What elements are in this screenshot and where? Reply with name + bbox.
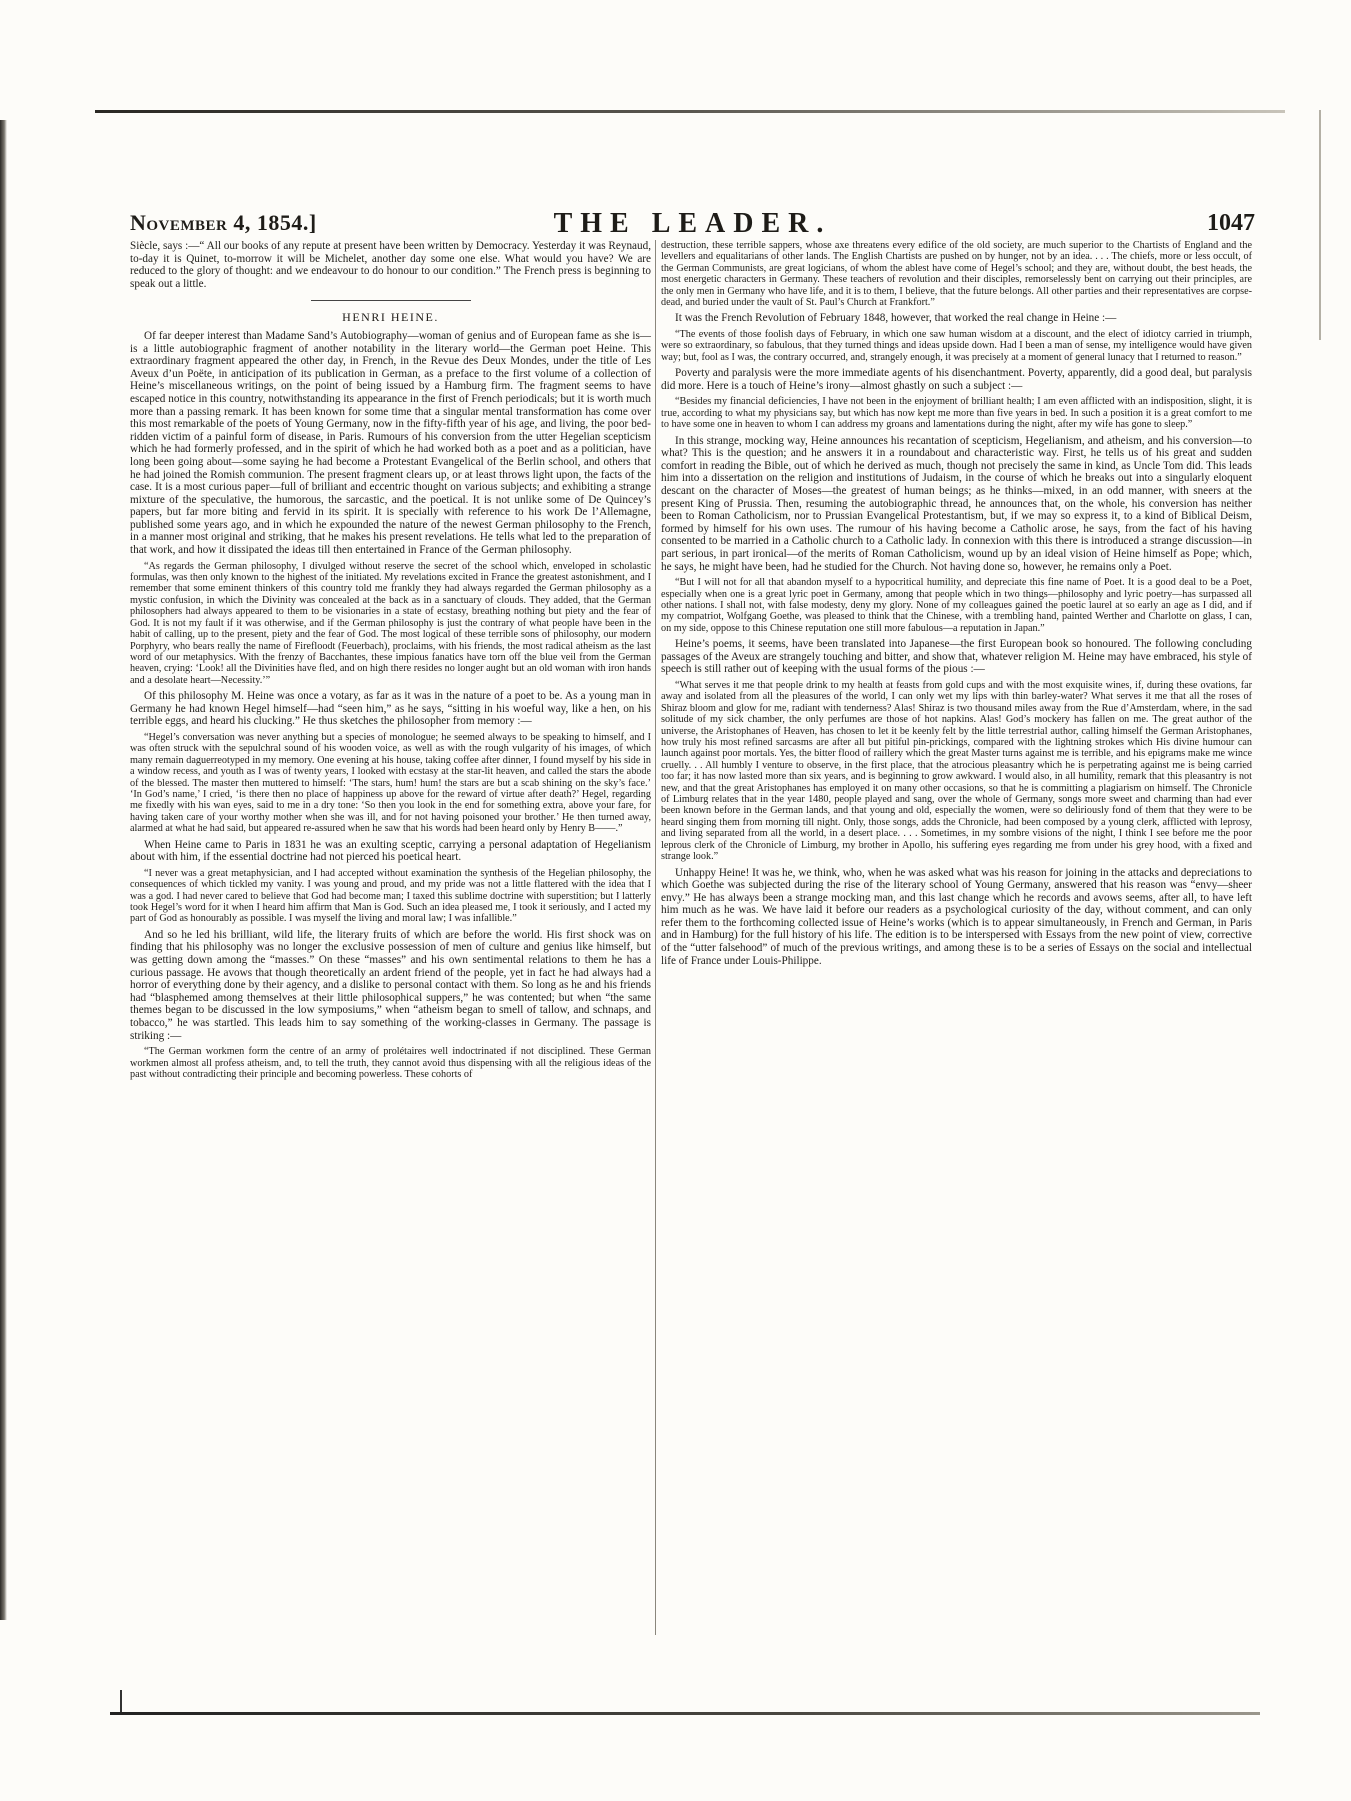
article-paragraph: Of this philosophy M. Heine was once a votary, as far as it was in the nature of a poet to be. As a young man in Germany he had known Hegel himself—had “seen him,” as he says, “sitting in his woeful way, like a hen, on his terrible eggs, and heard his clucking.” He thus sketches the philosopher from memory :— (130, 690, 651, 728)
article-paragraph: Heine’s poems, it seems, have been translated into Japanese—the first European book so honoured. The following concluding passages of the Aveux are strangely touching and bitter, and show that, whatever religion M. Heine may have embraced, his style of speech is still rather out of keeping with the usual forms of the pious :— (661, 638, 1252, 676)
article-paragraph: When Heine came to Paris in 1831 he was an exulting sceptic, carrying a personal adaptation of Hegelianism about with him, if the essential doctrine had not pierced his poetical heart. (130, 838, 651, 864)
left-column (130, 240, 651, 1084)
block-quote: “The German workmen form the centre of an army of prolétaires well indoctrinated if not disciplined. These German workmen almost all profess atheism, and, to tell the truth, they cannot avoid thus dispensing with all the religious ideas of the past without contradicting their principle and becoming powerless. These cohorts of (130, 1046, 651, 1080)
block-quote: destruction, these terrible sappers, whose axe threatens every edifice of the old society, are much superior to the Chartists of England and the levellers and equalitarians of other lands. The English Chartists are pushed on by hunger, not by an idea. . . . The chiefs, more or less occult, of the German Communists, are great logicians, of whom the ablest have come of Hegel’s school; and they are, without doubt, the best heads, the most energetic characters in Germany. These teachers of revolution and their disciples, remorselessly bent on carrying out their principles, are the only men in Germany who have life, and it is to them, I believe, that the future belongs. All other parties and their representatives are corpse-dead, and buried under the vault of St. Paul’s Church at Frankfort.” (661, 240, 1252, 309)
block-quote: “I never was a great metaphysician, and I had accepted without examination the synthesis of the Hegelian philosophy, the consequences of which tickled my vanity. I was young and proud, and my pride was not a little flattered with the idea that I was a god. I had never cared to believe that God had become man; I taxed this sublime doctrine with superstition; but I latterly took Hegel’s word for it when I heard him affirm that Man is God. Such an idea pleased me, I took it seriously, and I acted my part of God as honourably as possible. I was myself the living and moral law; I was infallible.” (130, 867, 651, 925)
block-quote: “But I will not for all that abandon myself to a hypocritical humility, and depreciate this fine name of Poet. It is a good deal to be a Poet, especially when one is a great lyric poet in Germany, among that people which in two things—philosophy and lyric poetry—has surpassed all other nations. I shall not, with false modesty, deny my glory. None of my colleagues gained the poetic laurel at so early an age as I did, and if my compatriot, Wolfgang Goethe, was pleased to think that the Chinese, with a trembling hand, painted Werther and Charlotte on glass, I can, on my side, oppose to this Chinese reputation one still more fabulous—a reputation in Japan.” (661, 577, 1252, 634)
column-divider (655, 240, 656, 1635)
bottom-corner-mark (120, 1690, 172, 1714)
block-quote: “The events of those foolish days of February, in which one saw human wisdom at a discount, and the elect of idiotcy carried in triumph, were so extraordinary, so fabulous, that they turned things and ideas upside down. Had I been a man of sense, my intelligence would have given way; but, fool as I was, the contrary occurred, and, strangely enough, it was precisely at a moment of general lunacy that I returned to reason.” (661, 329, 1252, 363)
block-quote: “As regards the German philosophy, I divulged without reserve the secret of the school which, enveloped in scholastic formulas, was then only known to the highest of the initiated. My revelations excited in France the greatest astonishment, and I remember that some eminent thinkers of this country told me frankly they had always regarded the German philosophy as a mystic confusion, in which the Divinity was concealed at the back as in a sanctuary of clouds. They added, that the German philosophers had always appeared to them to be visionaries in a state of ecstasy, breathing nothing but piety and the fear of God. It is not my fault if it was otherwise, and if the German philosophy is just the contrary of what people have been in the habit of calling, up to the present, piety and the fear of God. The most logical of these terrible sons of philosophy, our modern Porphyry, who bears really the name of Firefloodt (Feuerbach), proclaims, with his friends, the most radical atheism as the last word of our metaphysics. With the frenzy of Bacchantes, these impious fanatics have torn off the blue veil from the German heaven, crying: ‘Look! all the Divinities have fled, and on high there resides no longer aught but an old woman with iron hands and a desolate heart—Necessity.’” (130, 560, 651, 686)
scan-edge-right (1319, 110, 1321, 340)
scan-edge-left (0, 120, 7, 1620)
article-paragraph: It was the French Revolution of February 1848, however, that worked the real change in Heine :— (675, 312, 1117, 325)
top-rule (95, 110, 1285, 113)
issue-date: November 4, 1854.] (130, 210, 317, 235)
page-number: 1047 (1207, 210, 1255, 236)
article-paragraph: Poverty and paralysis were the more immediate agents of his disenchantment. Poverty, apparently, did a good deal, but paralysis did more. Here is a touch of Heine’s irony—almost ghastly on such a subject :— (661, 367, 1252, 392)
block-quote: “What serves it me that people drink to my health at feasts from gold cups and with the most exquisite wines, if, during these ovations, far away and isolated from all the pleasures of the world, I can only wet my lips with thin barley-water? What serves it me that all the roses of Shiraz bloom and glow for me, radiant with tenderness? Alas! Shiraz is two thousand miles away from the Rue d’Amsterdam, where, in the sad solitude of my sick chamber, the only perfumes are those of hot napkins. Alas! God’s mockery has fallen on me. The great author of the universe, the Aristophanes of Heaven, has chosen to let it be keenly felt by the little terrestrial author, calling himself the German Aristophanes, how truly his most refined sarcasms are after all but pitiful pin-prickings, compared with the lightning strokes which His divine humour can launch against poor mortals. Yes, the bitter flood of raillery which the great Master turns against me is terrible, and his epigrams make me wince cruelly. . . All humbly I venture to observe, in the first place, that the atrocious pleasantry which he is perpetrating against me is being carried too far; it has now lasted more than six years, and is beginning to grow awkward. I would also, in all humility, remark that this pleasantry is not new, and that the great Aristophanes has employed it on many other occasions, so that he is committing a plagiarism on himself. The Chronicle of Limburg relates that in the year 1480, people played and sang, over the whole of Germany, songs more sweet and charming than had ever been known before in the German lands, and that young and old, especially the women, were so deliriously fond of them that they were to be heard singing them from morning till night. Only, those songs, adds the Chronicle, had been composed by a young clerk, afflicted with leprosy, and living separated from all the world, in a desert place. . . . Sometimes, in my sombre visions of the night, I think I see before me the poor leprous clerk of the Chronicle of Limburg, my brother in Apollo, his suffering eyes regarding me from under his grey hood, with a fixed and strange look.” (661, 680, 1252, 863)
newspaper-title: THE LEADER. (553, 208, 832, 239)
article-paragraph: Unhappy Heine! It was he, we think, who, when he was asked what was his reason for joining in the attacks and depreciations to which Goethe was subjected during the rise of the literary school of Young Germany, answered that his reason was “envy—sheer envy.” He has always been a strange mocking man, and this last change which he records and avows seems, after all, to have left him much as he was. We have laid it before our readers as a psychological curiosity of the day, without comment, and can only refer them to the forthcoming collected issue of Heine’s works (which is to appear simultaneously, in French and German, in Paris and in Hamburg) for the full history of his life. The edition is to be interspersed with Essays from the new point of view, corrective of the “utter falsehood” of much of the previous writings, and among these is to be a series of Essays on the social and intellectual life of France under Louis-Philippe. (661, 866, 1252, 967)
article-heading: HENRI HEINE. (342, 310, 439, 325)
section-separator (311, 300, 471, 301)
bottom-rule (110, 1712, 1260, 1715)
block-quote: “Hegel’s conversation was never anything but a species of monologue; he seemed always to be speaking to himself, and I was often struck with the sepulchral sound of his wooden voice, as well as with the rough vulgarity of his images, of which many remain daguerreotyped in my memory. One evening at his house, taking coffee after dinner, I found myself by his side in a window recess, and youth as I was of twenty years, I looked with ecstasy at the star-lit heaven, and called the stars the abode of the blessed. The master then muttered to himself: ‘The stars, hum! hum! the stars are but a scab shining on the sky’s face.’ ‘In God’s name,’ I cried, ‘is there then no place of happiness up above for the reward of virtue after death?’ Hegel, regarding me fixedly with his wan eyes, said to me in a dry tone: ‘So then you look in the end for something extra, above your fare, for having taken care of your worthy mother when she was ill, and for not having poisoned your brother.’ He then turned away, alarmed at what he had said, but appeared re-assured when he saw that his words had been heard only by Henry B——.” (130, 731, 651, 835)
intro-paragraph: Siècle, says :—“ All our books of any repute at present have been written by Democracy. Yesterday it was Reynaud, to-day it is Quinet, to-morrow it will be Michelet, another day some one else. What would you have? We are reduced to the glory of thought: and we endeavour to do honour to our condition.” The French press is beginning to speak out a little. (130, 240, 651, 290)
right-column (661, 240, 1252, 971)
article-paragraph: In this strange, mocking way, Heine announces his recantation of scepticism, Hegelianism, and atheism, and his conversion—to what? This is the question; and he answers it in a roundabout and characteristic way. First, he tells us of his great and sudden comfort in reading the Bible, out of which he derived as much, though not precisely the same in kind, as Uncle Tom did. This leads him into a dissertation on the religion and institutions of Judaism, in the course of which he breaks out into a singularly eloquent descant on the character of Moses—the greatest of human beings; as he thinks—mixed, in an odd manner, with sneers at the present King of Prussia. Then, resuming the autobiographic thread, he announces that, on the whole, his conversion has neither been to Roman Catholicism, nor to Prussian Evangelical Protestantism, but, if we may so express it, to a kind of Biblical Deism, formed by himself for his own uses. The rumour of his having become a Catholic arose, he says, from the fact of his having consented to be married in a Catholic church to a Catholic lady. In connexion with this there is introduced a strange discussion—in part serious, in part ironical—of the merits of Roman Catholicism, wound up by an ideal vision of Heine himself as Pope; which, he says, he might have been, had he studied for the Church. Not having done so, however, he remains only a Poet. (661, 434, 1252, 573)
article-paragraph: Of far deeper interest than Madame Sand’s Autobiography—woman of genius and of European fame as she is—is a little autobiographic fragment of another notability in the literary world—the German poet Heine. This extraordinary fragment appeared the other day, in French, in the Revue des Deux Mondes, under the title of Les Aveux d’un Poëte, in anticipation of its publication in German, as a preface to the first volume of a collection of Heine’s miscellaneous writings, on the point of being issued by a Hamburg firm. The fragment seems to have escaped notice in this country, notwithstanding its appearance in the first of French periodicals; but it is worth much more than a passing remark. It has been known for some time that a singular mental transformation has come over this most remarkable of the poets of Young Germany, now in the fifty-fifth year of his age, and living, the poor bed-ridden victim of a painful form of disease, in Paris. Rumours of his conversion from the utter Hegelian scepticism which he had formerly professed, and in the spirit of which he had worked both as a poet and as a politician, have long been going about—some saying he had become a Protestant Evangelical of the Berlin school, and others that he had joined the Romish communion. The present fragment clears up, or at least throws light upon, the facts of the case. It is a most curious paper—full of brilliant and eccentric thought on various subjects; and exhibiting a strange mixture of the speculative, the humorous, the sarcastic, and the poetical. It is not unlike some of De Quincey’s papers, but far more biting and fervid in its spirit. It is specially with reference to his work De l’Allemagne, published some years ago, and in which he expounded the nature of the newest German philosophy to the French, in a manner most original and striking, that he makes his present revelations. He tells what led to the preparation of that work, and how it dissipated the ideas till then entertained in France of the German philosophy. (130, 329, 651, 557)
article-paragraph: And so he led his brilliant, wild life, the literary fruits of which are before the world. His first shock was on finding that his philosophy was no longer the exclusive possession of men of culture and genius like himself, but was getting down among the “masses.” On these “masses” and his own sentimental relations to them he has a curious passage. He avows that though theoretically an ardent friend of the people, yet in fact he had always had a horror of everything done by their agency, and a dislike to personal contact with them. So long as he and his friends had “blasphemed among themselves at their little philosophical suppers,” he was contented; but when “the same themes began to be discussed in the low symposiums,” when “atheism began to smell of tallow, and schnaps, and tobacco,” he was startled. This leads him to say something of the working-classes in Germany. The passage is striking :— (130, 928, 651, 1042)
block-quote: “Besides my financial deficiencies, I have not been in the enjoyment of brilliant health; I am even afflicted with an indisposition, slight, it is true, according to what my physicians say, but which has now kept me more than five years in bed. In such a position it is a great comfort to me to have some one in heaven to whom I can address my groans and lamentations during the night, after my wife has gone to sleep.” (661, 396, 1252, 431)
